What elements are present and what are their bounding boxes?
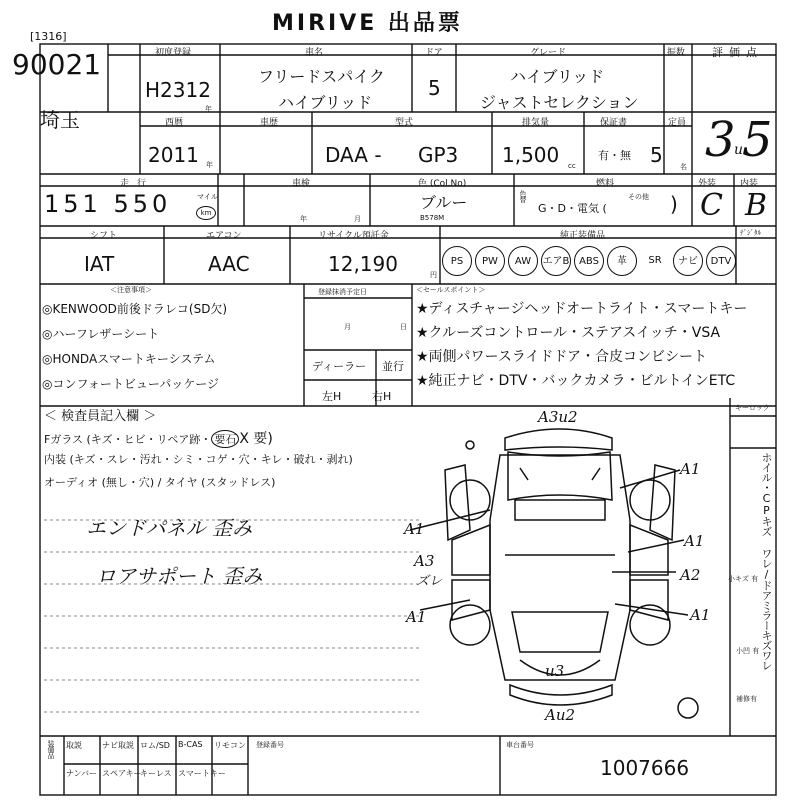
bottom-item: 取説 [66, 741, 82, 750]
seats-unit: 名 [680, 163, 687, 171]
equipment-list [442, 244, 734, 280]
grade-1: ハイブリッド [510, 67, 605, 86]
mileage: 151 550 [44, 190, 172, 218]
label-aircon: エアコン [206, 231, 242, 241]
mileage-unit-km: km [196, 206, 216, 220]
label-seats: 定員 [668, 118, 687, 128]
mark-left-mid: A3 [414, 552, 435, 570]
displacement: 1,500 [502, 143, 560, 167]
inspector-interior-line: 内装 (キズ・スレ・汚れ・シミ・コゲ・穴・キレ・破れ・剥れ) [44, 453, 353, 466]
mark-rear-bumper: Au2 [545, 706, 576, 724]
label-recycle: リサイクル預託金 [318, 231, 389, 241]
note-item: ◎ハーフレザーシート [42, 327, 160, 341]
mark-right-rear: A1 [690, 606, 711, 624]
equipment-item: DTV [706, 246, 736, 276]
doors-value: 5 [428, 76, 441, 100]
mark-left-front: A1 [404, 520, 425, 538]
car-name-1: フリードスパイク [258, 67, 385, 86]
small-scratch: 小キズ 有 [728, 575, 759, 583]
label-mileage: 走行 [120, 179, 155, 189]
inspector-glass-line [44, 428, 273, 448]
color-number: B578M [420, 214, 445, 222]
label-warranty: 保証書 [600, 118, 628, 128]
score-fraction: 5 [742, 112, 773, 168]
grade-2: ジャストセレクション [480, 93, 639, 112]
mark-right-door1: A1 [684, 532, 705, 550]
equipment-item: PS [442, 246, 472, 276]
recycle-value: 12,190 [328, 252, 398, 276]
glass-flag: X 要) [239, 431, 273, 447]
sale-point-item: ★純正ナビ・DTV・バックカメラ・ビルトインETC [416, 373, 736, 389]
fuel-close: ) [670, 192, 678, 216]
sale-point-item: ★ディスチャージヘッドオートライト・スマートキー [416, 301, 748, 317]
hand-note-2: ロアサポート 歪み [96, 564, 263, 588]
equipment-item: PW [475, 246, 505, 276]
lot-number: 90021 [12, 48, 102, 81]
bottom-item: ナビ取説 [102, 741, 134, 750]
label-grade: グレード [530, 48, 567, 58]
western-year-unit: 年 [206, 161, 213, 169]
label-equipment: 純正装備品 [560, 231, 606, 241]
key-lock-label: キーロック [735, 404, 770, 412]
label-count: 振数 [667, 48, 686, 58]
score-sub: u [734, 142, 744, 158]
score-main: 3 [705, 112, 736, 168]
label-doors: ドア [425, 48, 443, 58]
sale-point-item: ★両側パワースライドドア・合皮コンビシート [416, 349, 708, 365]
fuel-value: G・D・電気 ( [538, 202, 607, 215]
color-value: ブルー [420, 193, 468, 212]
bottom-item: キーレス [140, 769, 172, 778]
shaken-month: 月 [354, 215, 361, 223]
notes-label: ＜注意事項＞ [110, 286, 152, 294]
dealer-label: ディーラー [312, 360, 367, 373]
sale-point-item: ★クルーズコントロール・ステアスイッチ・VSA [416, 325, 721, 341]
label-dtv: ﾃﾞｼﾞﾀﾙ [740, 229, 761, 237]
reg-number-label: 登録番号 [256, 741, 284, 749]
bottom-item: スマートキー [178, 769, 226, 778]
equipment-item: SR [648, 255, 662, 266]
warranty-value: 有・無 [598, 149, 631, 162]
color-change-label: 色替 [519, 190, 527, 202]
glass-line-text: Fガラス (キズ・ヒビ・リペア跡・ [44, 433, 212, 446]
label-inspection: 車歴 [260, 118, 279, 128]
inspector-label: ＜ 検査員記入欄 ＞ [44, 409, 157, 424]
bottom-item: ロム/SD [140, 741, 170, 750]
shift-value: IAT [84, 252, 115, 276]
fuel-other: その他 [628, 193, 649, 201]
interior-grade: B [745, 188, 768, 223]
bottom-item: B-CAS [178, 740, 203, 749]
equipment-item: 革 [607, 246, 637, 276]
bottom-item: ナンバー [66, 769, 98, 778]
label-score: 評価点 [712, 46, 763, 59]
mark-left-mid-note: ズレ [416, 574, 443, 589]
note-item: ◎コンフォートビューパッケージ [42, 377, 220, 391]
registration-day: 日 [400, 323, 407, 331]
right-hand-label: 右H [372, 390, 392, 403]
label-interior: 内装 [740, 179, 759, 189]
mark-right-front: A1 [680, 460, 701, 478]
label-model: 型式 [395, 118, 414, 128]
model-prefix: DAA - [325, 143, 382, 167]
vehicle-id: 1007666 [600, 756, 690, 780]
registration-month: 月 [344, 323, 351, 331]
parallel-label: 並行 [382, 360, 404, 373]
small-dent: 小凹 有 [736, 647, 760, 655]
label-car-name: 車名 [305, 48, 324, 58]
form-code: [1316] [30, 30, 67, 43]
western-year: 2011 [148, 143, 199, 167]
equipment-item: ABS [574, 246, 604, 276]
sale-points-label: ＜セールスポイント＞ [416, 286, 486, 294]
equipment-item: AW [508, 246, 538, 276]
displacement-unit: cc [568, 162, 576, 170]
label-displacement: 排気量 [522, 118, 550, 128]
mark-rear: u3 [545, 662, 565, 680]
seats-value: 5 [650, 143, 663, 167]
equipment-item: エアB [541, 246, 571, 276]
label-exterior: 外装 [698, 179, 717, 189]
label-shaken: 車検 [292, 179, 311, 189]
prefecture: 埼玉 [40, 108, 80, 132]
label-fuel: 燃料 [596, 179, 615, 189]
side-damage-text: ホイル・CPキズ ワレ/ドアミラーキズワレ [760, 452, 773, 670]
reg-year: H2312 [145, 78, 211, 102]
aircon-value: AAC [208, 252, 250, 276]
car-name-2: ハイブリッド [278, 93, 373, 112]
model-code: GP3 [418, 143, 459, 167]
shaken-year: 年 [300, 215, 307, 223]
label-color: 色 (Col.No) [418, 179, 467, 189]
mark-left-rear: A1 [406, 608, 427, 626]
vehicle-id-label: 車台番号 [506, 741, 534, 749]
reg-unit-year: 年 [205, 105, 212, 113]
repaired: 補修有 [736, 695, 757, 703]
bottom-equip-label: 装備品 [47, 740, 55, 758]
note-item: ◎HONDAスマートキーシステム [42, 352, 216, 366]
inspector-audio-line: オーディオ (無し・穴) / タイヤ (スタッドレス) [44, 476, 276, 489]
mileage-unit-mile: マイル [197, 193, 218, 201]
mark-front: A3u2 [538, 408, 578, 426]
label-shift: シフト [90, 231, 118, 241]
note-item: ◎KENWOOD前後ドラレコ(SD欠) [42, 302, 228, 316]
registration-label: 登録抹消予定日 [318, 288, 367, 296]
bottom-item: リモコン [214, 741, 246, 750]
mark-right-slide: A2 [680, 566, 701, 584]
glass-circled: 要石 [211, 430, 239, 448]
equipment-item: ナビ [673, 246, 703, 276]
label-western-year: 西暦 [165, 118, 184, 128]
left-hand-label: 左H [322, 390, 342, 403]
form-title: MIRIVE 出品票 [272, 11, 463, 36]
recycle-unit: 円 [430, 271, 437, 279]
hand-note-1: エンドパネル 歪み [86, 516, 252, 540]
exterior-grade: C [700, 188, 723, 223]
label-reg-year: 初度登録 [155, 48, 192, 58]
bottom-item: スペアキー [102, 769, 142, 778]
